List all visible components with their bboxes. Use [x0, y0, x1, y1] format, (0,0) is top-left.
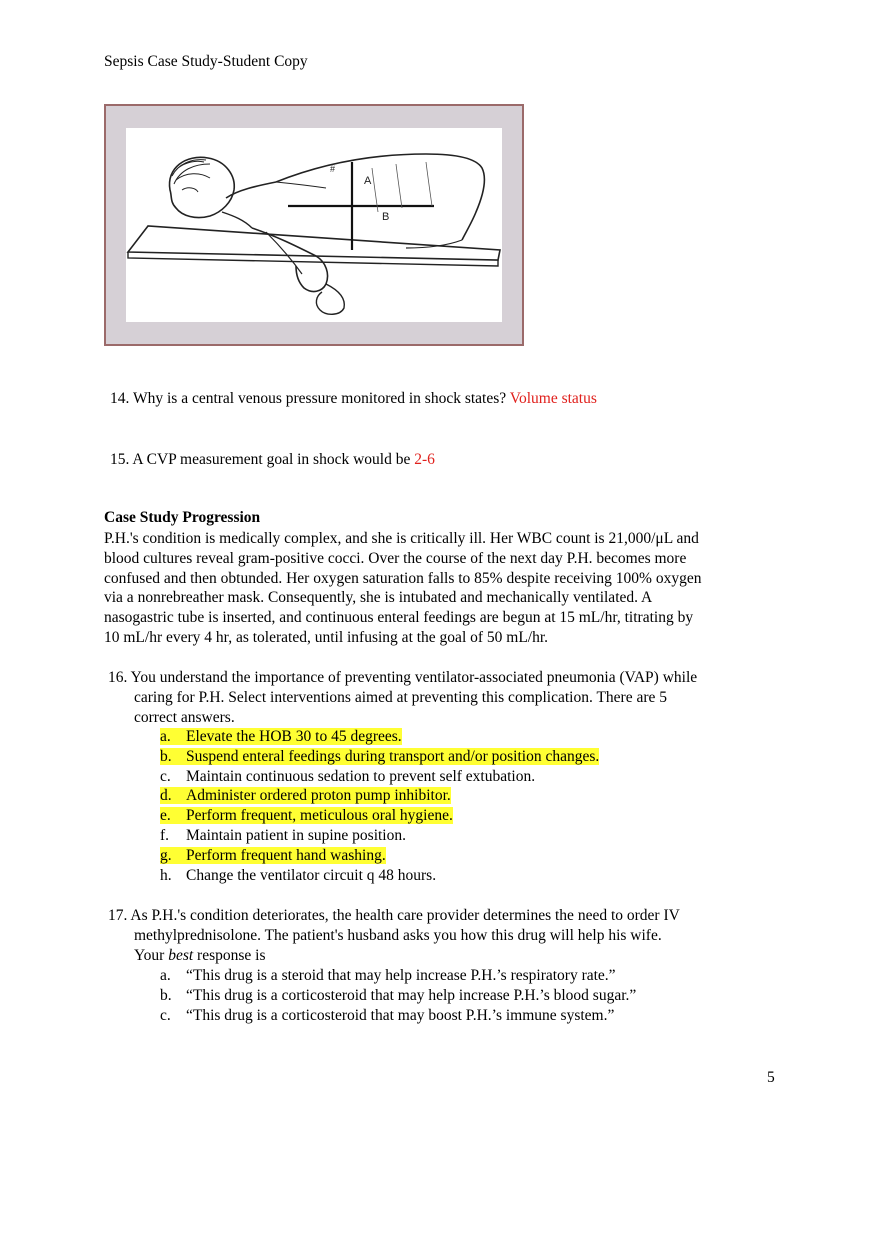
option-e: e. Perform frequent, meticulous oral hygiene. — [160, 807, 453, 825]
paragraph-line: confused and then obtunded. Her oxygen saturation falls to 85% despite receiving 100% oxygen — [104, 569, 702, 587]
figure-label-b: B — [382, 211, 390, 223]
option-c: c. Maintain continuous sedation to prevent self extubation. — [160, 767, 536, 785]
question-15-answer: 2-6 — [414, 451, 435, 468]
question-16-line: 16. You understand the importance of preventing ventilator-associated pneumonia (VAP) while — [108, 669, 698, 686]
question-17-line: methylprednisolone. The patient's husband asks you how this drug will help his wife. — [134, 926, 662, 944]
figure-drawing-area — [126, 128, 502, 322]
option-c: c. “This drug is a corticosteroid that may boost P.H.’s immune system.” — [160, 1006, 615, 1024]
cvp-position-figure — [104, 104, 524, 346]
question-16-options — [160, 727, 599, 885]
option-g: g. Perform frequent hand washing. — [160, 846, 386, 864]
paragraph-line: P.H.'s condition is medically complex, and she is critically ill. Her WBC count is 21,000/μL and — [104, 530, 699, 547]
paragraph-line: blood cultures reveal gram-positive cocci. Over the course of the next day P.H. becomes more — [104, 549, 687, 567]
paragraph-line: 10 mL/hr every 4 hr, as tolerated, until infusing at the goal of 50 mL/hr. — [104, 628, 549, 646]
section-title: Case Study Progression — [104, 509, 261, 526]
patient-torso — [276, 154, 484, 240]
question-15 — [110, 451, 435, 469]
page-number: 5 — [767, 1069, 775, 1086]
question-16-line: correct answers. — [134, 708, 235, 726]
question-17-line: Your best response is — [134, 946, 266, 964]
option-h: h. Change the ventilator circuit q 48 hours. — [160, 866, 437, 884]
option-b: b. Suspend enteral feedings during transport and/or position changes. — [160, 747, 600, 765]
question-16-line: caring for P.H. Select interventions aimed at preventing this complication. There are 5 — [134, 688, 668, 706]
question-17 — [108, 906, 778, 965]
question-15-text: 15. A CVP measurement goal in shock would be — [110, 451, 415, 468]
question-14 — [110, 390, 597, 408]
patient-supine-illustration — [126, 128, 502, 322]
option-d: d. Administer ordered proton pump inhibitor. — [160, 787, 451, 805]
question-17-line: 17. As P.H.'s condition deteriorates, the health care provider determines the need to order IV — [108, 907, 680, 924]
page-header: Sepsis Case Study-Student Copy — [104, 53, 308, 70]
option-a: a. “This drug is a steroid that may help increase P.H.’s respiratory rate.” — [160, 967, 616, 984]
question-14-answer: Volume status — [509, 390, 597, 407]
question-17-options — [160, 966, 636, 1025]
paragraph-line: nasogastric tube is inserted, and continuous enteral feedings are begun at 15 mL/hr, titrating by — [104, 609, 694, 627]
figure-label-a: A — [364, 175, 372, 187]
option-f: f. Maintain patient in supine position. — [160, 826, 406, 844]
paragraph-line: via a nonrebreather mask. Consequently, she is intubated and mechanically ventilated. A — [104, 589, 653, 607]
question-14-text: 14. Why is a central venous pressure monitored in shock states? — [110, 390, 510, 407]
case-progression-paragraph — [104, 529, 776, 648]
question-16 — [108, 668, 778, 727]
figure-rib-mark: # — [330, 164, 336, 174]
option-a: a. Elevate the HOB 30 to 45 degrees. — [160, 728, 402, 745]
option-b: b. “This drug is a corticosteroid that may help increase P.H.’s blood sugar.” — [160, 986, 637, 1004]
